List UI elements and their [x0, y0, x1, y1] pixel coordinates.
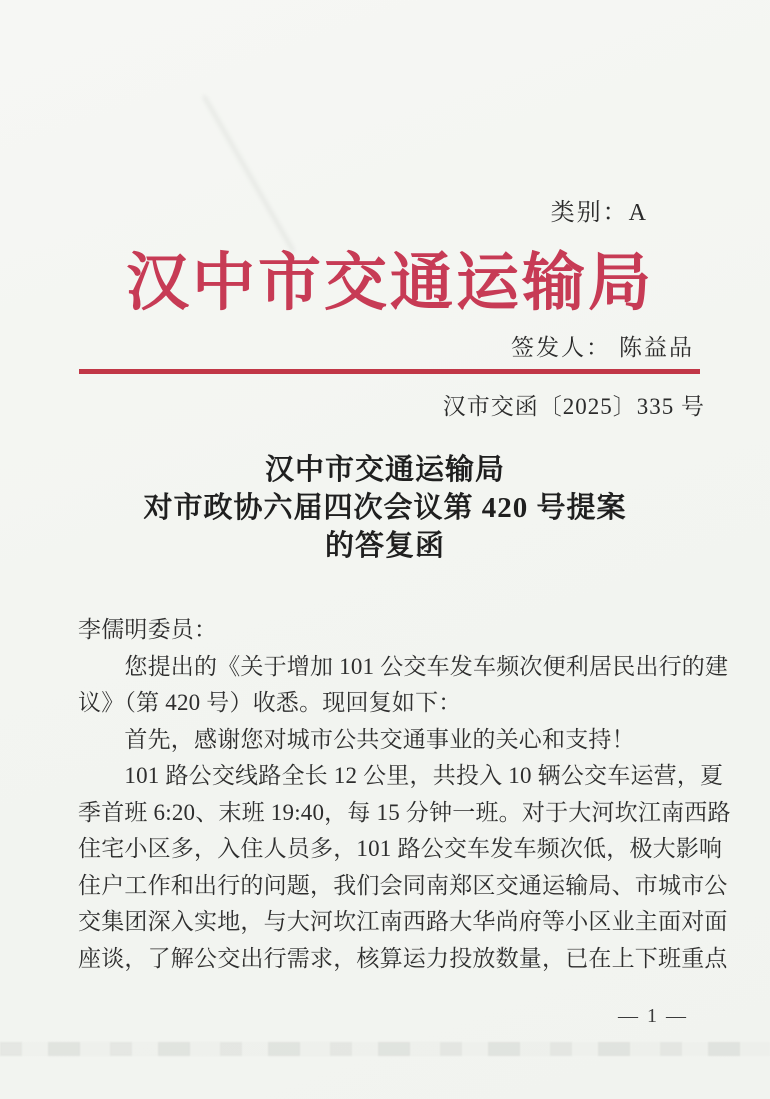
body-text-line: 住户工作和出行的问题，我们会同南郑区交通运输局、市城市公 [78, 872, 728, 898]
body-text-line: 李儒明委员： [78, 617, 218, 642]
body-text-line: 季首班 6:20、末班 19:40，每 15 分钟一班。对于大河坎江南西路 [78, 799, 731, 825]
document-number: 汉市交函〔2025〕335 号 [442, 394, 705, 419]
issuer-label: 签发人： [511, 335, 611, 360]
scan-edge-artifact [0, 1042, 770, 1056]
body-text-line: 交集团深入实地，与大河坎江南西路大华尚府等小区业主面对面 [78, 909, 728, 934]
red-divider-line [79, 369, 700, 374]
issuer-name: 陈益品 [619, 335, 694, 360]
document-title-line-3: 的答复函 [324, 530, 445, 562]
fold-crease-mark [202, 95, 295, 252]
letter-body [78, 612, 731, 977]
body-text-line: 座谈，了解公交出行需求，核算运力投放数量，已在上下班重点 [78, 945, 728, 971]
body-text-line: 101 路公交线路全长 12 公里，共投入 10 辆公交车运营，夏 [78, 763, 724, 788]
agency-letterhead: 汉中市交通运输局 [126, 248, 654, 318]
body-text-line: 议》（第 420 号）收悉。现回复如下： [78, 690, 462, 715]
document-title [0, 451, 770, 565]
body-text-line: 您提出的《关于增加 101 公交车发车频次便利居民出行的建 [78, 653, 729, 679]
page-number: — 1 — [618, 1005, 688, 1027]
document-title-line-1: 汉中市交通运输局 [264, 454, 505, 486]
body-text-line: 首先，感谢您对城市公共交通事业的关心和支持！ [78, 726, 635, 752]
body-text-line: 住宅小区多，入住人员多，101 路公交车发车频次低，极大影响 [78, 836, 723, 861]
category-label: 类别：A [550, 200, 648, 226]
issuer-line [511, 329, 694, 362]
document-title-line-2: 对市政协六届四次会议第 420 号提案 [143, 492, 627, 524]
